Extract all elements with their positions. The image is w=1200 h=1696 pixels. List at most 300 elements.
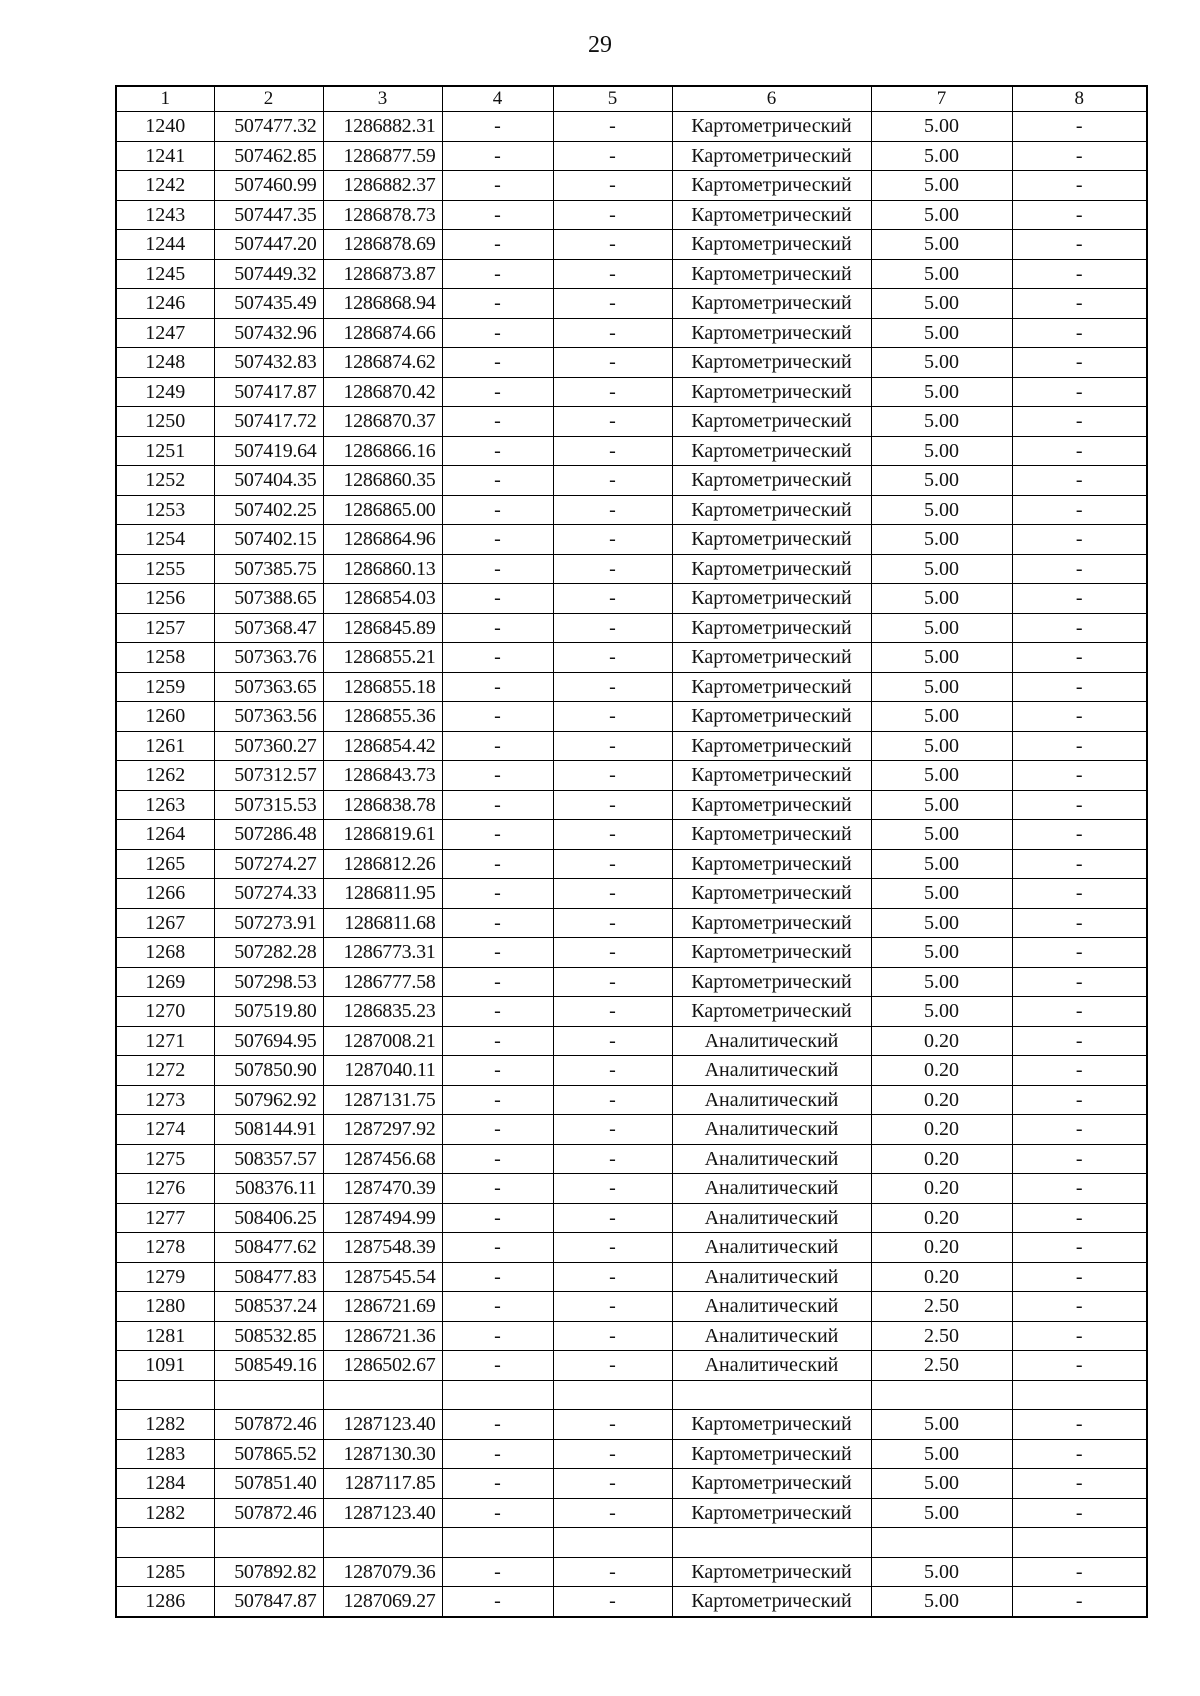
- point-number-cell: 1254: [116, 525, 214, 555]
- x-coordinate-cell: 507385.75: [214, 554, 323, 584]
- method-cell: Картометрический: [672, 1410, 871, 1440]
- col-5-value-cell: -: [553, 938, 672, 968]
- col-4-value-cell: -: [442, 1262, 553, 1292]
- col-4-value-cell: [442, 1528, 553, 1558]
- col-5-value-cell: -: [553, 377, 672, 407]
- table-body: [116, 112, 1147, 1617]
- point-number-cell: 1265: [116, 849, 214, 879]
- accuracy-cell: 5.00: [871, 141, 1012, 171]
- accuracy-cell: 5.00: [871, 259, 1012, 289]
- accuracy-cell: 5.00: [871, 525, 1012, 555]
- col-8-value-cell: -: [1012, 1498, 1147, 1528]
- table-row: [116, 1351, 1147, 1381]
- method-cell: Аналитический: [672, 1144, 871, 1174]
- x-coordinate-cell: 507315.53: [214, 790, 323, 820]
- table-row: [116, 938, 1147, 968]
- table-row: [116, 525, 1147, 555]
- x-coordinate-cell: 507449.32: [214, 259, 323, 289]
- point-number-cell: 1255: [116, 554, 214, 584]
- col-5-value-cell: -: [553, 672, 672, 702]
- column-header-3: 3: [323, 86, 442, 112]
- col-4-value-cell: -: [442, 318, 553, 348]
- method-cell: Картометрический: [672, 1469, 871, 1499]
- y-coordinate-cell: 1286860.13: [323, 554, 442, 584]
- col-8-value-cell: -: [1012, 1262, 1147, 1292]
- point-number-cell: 1091: [116, 1351, 214, 1381]
- col-8-value-cell: -: [1012, 584, 1147, 614]
- method-cell: Картометрический: [672, 1439, 871, 1469]
- y-coordinate-cell: 1287079.36: [323, 1557, 442, 1587]
- table-row: [116, 141, 1147, 171]
- table-row: [116, 702, 1147, 732]
- col-4-value-cell: -: [442, 997, 553, 1027]
- col-8-value-cell: -: [1012, 525, 1147, 555]
- accuracy-cell: 5.00: [871, 466, 1012, 496]
- table-row: [116, 112, 1147, 142]
- table-row: [116, 1174, 1147, 1204]
- col-8-value-cell: -: [1012, 1469, 1147, 1499]
- x-coordinate-cell: 507274.27: [214, 849, 323, 879]
- point-number-cell: 1266: [116, 879, 214, 909]
- accuracy-cell: [871, 1380, 1012, 1410]
- col-5-value-cell: -: [553, 466, 672, 496]
- col-5-value-cell: -: [553, 1233, 672, 1263]
- col-4-value-cell: -: [442, 967, 553, 997]
- accuracy-cell: 5.00: [871, 318, 1012, 348]
- col-8-value-cell: -: [1012, 1203, 1147, 1233]
- point-number-cell: [116, 1528, 214, 1558]
- col-5-value-cell: -: [553, 171, 672, 201]
- table-row: [116, 1026, 1147, 1056]
- accuracy-cell: 5.00: [871, 879, 1012, 909]
- point-number-cell: 1256: [116, 584, 214, 614]
- column-header-2: 2: [214, 86, 323, 112]
- method-cell: Картометрический: [672, 466, 871, 496]
- col-8-value-cell: -: [1012, 1439, 1147, 1469]
- y-coordinate-cell: 1287040.11: [323, 1056, 442, 1086]
- point-number-cell: 1286: [116, 1587, 214, 1617]
- col-5-value-cell: -: [553, 1115, 672, 1145]
- col-5-value-cell: -: [553, 1469, 672, 1499]
- method-cell: [672, 1380, 871, 1410]
- point-number-cell: 1282: [116, 1410, 214, 1440]
- method-cell: Картометрический: [672, 584, 871, 614]
- point-number-cell: 1269: [116, 967, 214, 997]
- point-number-cell: 1273: [116, 1085, 214, 1115]
- x-coordinate-cell: 507282.28: [214, 938, 323, 968]
- method-cell: Картометрический: [672, 997, 871, 1027]
- y-coordinate-cell: 1286819.61: [323, 820, 442, 850]
- point-number-cell: 1283: [116, 1439, 214, 1469]
- accuracy-cell: 0.20: [871, 1262, 1012, 1292]
- accuracy-cell: 5.00: [871, 849, 1012, 879]
- accuracy-cell: 5.00: [871, 613, 1012, 643]
- col-5-value-cell: -: [553, 702, 672, 732]
- y-coordinate-cell: 1286855.36: [323, 702, 442, 732]
- col-4-value-cell: -: [442, 938, 553, 968]
- col-5-value-cell: -: [553, 1498, 672, 1528]
- x-coordinate-cell: [214, 1528, 323, 1558]
- x-coordinate-cell: 507962.92: [214, 1085, 323, 1115]
- x-coordinate-cell: 507388.65: [214, 584, 323, 614]
- y-coordinate-cell: 1286865.00: [323, 495, 442, 525]
- y-coordinate-cell: 1286721.69: [323, 1292, 442, 1322]
- column-header-1: 1: [116, 86, 214, 112]
- col-4-value-cell: -: [442, 584, 553, 614]
- col-5-value-cell: -: [553, 554, 672, 584]
- col-5-value-cell: -: [553, 1144, 672, 1174]
- col-5-value-cell: -: [553, 1174, 672, 1204]
- col-4-value-cell: -: [442, 495, 553, 525]
- y-coordinate-cell: 1286854.42: [323, 731, 442, 761]
- accuracy-cell: 0.20: [871, 1203, 1012, 1233]
- col-4-value-cell: -: [442, 1587, 553, 1617]
- table-row: [116, 643, 1147, 673]
- col-8-value-cell: -: [1012, 407, 1147, 437]
- method-cell: Аналитический: [672, 1203, 871, 1233]
- col-8-value-cell: -: [1012, 761, 1147, 791]
- point-number-cell: 1275: [116, 1144, 214, 1174]
- y-coordinate-cell: 1286874.66: [323, 318, 442, 348]
- method-cell: Картометрический: [672, 672, 871, 702]
- point-number-cell: 1285: [116, 1557, 214, 1587]
- x-coordinate-cell: 507477.32: [214, 112, 323, 142]
- y-coordinate-cell: 1286855.21: [323, 643, 442, 673]
- y-coordinate-cell: 1286873.87: [323, 259, 442, 289]
- table-row: [116, 466, 1147, 496]
- point-number-cell: 1246: [116, 289, 214, 319]
- method-cell: Картометрический: [672, 525, 871, 555]
- col-8-value-cell: -: [1012, 613, 1147, 643]
- col-4-value-cell: -: [442, 1321, 553, 1351]
- y-coordinate-cell: 1287548.39: [323, 1233, 442, 1263]
- table-row: [116, 200, 1147, 230]
- col-4-value-cell: -: [442, 1144, 553, 1174]
- point-number-cell: 1242: [116, 171, 214, 201]
- accuracy-cell: 0.20: [871, 1115, 1012, 1145]
- y-coordinate-cell: [323, 1380, 442, 1410]
- point-number-cell: 1251: [116, 436, 214, 466]
- col-8-value-cell: -: [1012, 1144, 1147, 1174]
- col-4-value-cell: -: [442, 1085, 553, 1115]
- column-header-4: 4: [442, 86, 553, 112]
- col-8-value-cell: -: [1012, 1115, 1147, 1145]
- col-8-value-cell: -: [1012, 1026, 1147, 1056]
- col-8-value-cell: [1012, 1380, 1147, 1410]
- col-8-value-cell: -: [1012, 289, 1147, 319]
- col-4-value-cell: -: [442, 731, 553, 761]
- point-number-cell: 1277: [116, 1203, 214, 1233]
- table-row: [116, 1469, 1147, 1499]
- x-coordinate-cell: 507447.35: [214, 200, 323, 230]
- x-coordinate-cell: 507363.76: [214, 643, 323, 673]
- accuracy-cell: 0.20: [871, 1144, 1012, 1174]
- point-number-cell: 1263: [116, 790, 214, 820]
- col-8-value-cell: -: [1012, 908, 1147, 938]
- y-coordinate-cell: 1286855.18: [323, 672, 442, 702]
- col-8-value-cell: -: [1012, 200, 1147, 230]
- accuracy-cell: 5.00: [871, 230, 1012, 260]
- method-cell: Картометрический: [672, 879, 871, 909]
- method-cell: Картометрический: [672, 230, 871, 260]
- col-8-value-cell: -: [1012, 790, 1147, 820]
- point-number-cell: 1271: [116, 1026, 214, 1056]
- column-header-5: 5: [553, 86, 672, 112]
- col-5-value-cell: -: [553, 1026, 672, 1056]
- col-4-value-cell: -: [442, 643, 553, 673]
- col-5-value-cell: -: [553, 613, 672, 643]
- accuracy-cell: 0.20: [871, 1056, 1012, 1086]
- point-number-cell: 1261: [116, 731, 214, 761]
- col-4-value-cell: -: [442, 1026, 553, 1056]
- col-8-value-cell: -: [1012, 702, 1147, 732]
- col-4-value-cell: -: [442, 1410, 553, 1440]
- x-coordinate-cell: 507363.56: [214, 702, 323, 732]
- point-number-cell: [116, 1380, 214, 1410]
- table-row: [116, 289, 1147, 319]
- y-coordinate-cell: 1286864.96: [323, 525, 442, 555]
- point-number-cell: 1247: [116, 318, 214, 348]
- y-coordinate-cell: 1287123.40: [323, 1410, 442, 1440]
- x-coordinate-cell: 508144.91: [214, 1115, 323, 1145]
- method-cell: Аналитический: [672, 1292, 871, 1322]
- y-coordinate-cell: 1286870.42: [323, 377, 442, 407]
- col-8-value-cell: -: [1012, 348, 1147, 378]
- col-5-value-cell: -: [553, 436, 672, 466]
- col-4-value-cell: -: [442, 407, 553, 437]
- col-4-value-cell: -: [442, 289, 553, 319]
- col-8-value-cell: -: [1012, 643, 1147, 673]
- point-number-cell: 1279: [116, 1262, 214, 1292]
- y-coordinate-cell: 1286882.31: [323, 112, 442, 142]
- method-cell: Картометрический: [672, 613, 871, 643]
- table-row: [116, 377, 1147, 407]
- accuracy-cell: 5.00: [871, 967, 1012, 997]
- table-row: [116, 613, 1147, 643]
- x-coordinate-cell: 507417.72: [214, 407, 323, 437]
- col-4-value-cell: -: [442, 377, 553, 407]
- col-4-value-cell: -: [442, 820, 553, 850]
- x-coordinate-cell: 507274.33: [214, 879, 323, 909]
- table-row: [116, 1557, 1147, 1587]
- y-coordinate-cell: 1286860.35: [323, 466, 442, 496]
- method-cell: Аналитический: [672, 1321, 871, 1351]
- col-4-value-cell: -: [442, 1498, 553, 1528]
- x-coordinate-cell: 507847.87: [214, 1587, 323, 1617]
- col-4-value-cell: -: [442, 466, 553, 496]
- table-row: [116, 436, 1147, 466]
- y-coordinate-cell: 1286877.59: [323, 141, 442, 171]
- method-cell: [672, 1528, 871, 1558]
- accuracy-cell: 5.00: [871, 908, 1012, 938]
- accuracy-cell: 5.00: [871, 436, 1012, 466]
- y-coordinate-cell: 1286878.73: [323, 200, 442, 230]
- col-5-value-cell: -: [553, 289, 672, 319]
- table-row: [116, 790, 1147, 820]
- col-4-value-cell: -: [442, 259, 553, 289]
- x-coordinate-cell: 507460.99: [214, 171, 323, 201]
- table-row: [116, 967, 1147, 997]
- method-cell: Картометрический: [672, 908, 871, 938]
- point-number-cell: 1284: [116, 1469, 214, 1499]
- point-number-cell: 1241: [116, 141, 214, 171]
- method-cell: Аналитический: [672, 1115, 871, 1145]
- col-8-value-cell: -: [1012, 377, 1147, 407]
- col-4-value-cell: -: [442, 613, 553, 643]
- method-cell: Картометрический: [672, 702, 871, 732]
- x-coordinate-cell: 507402.25: [214, 495, 323, 525]
- table-row: [116, 259, 1147, 289]
- col-4-value-cell: -: [442, 1439, 553, 1469]
- accuracy-cell: 2.50: [871, 1351, 1012, 1381]
- accuracy-cell: 5.00: [871, 997, 1012, 1027]
- accuracy-cell: 5.00: [871, 112, 1012, 142]
- col-5-value-cell: -: [553, 348, 672, 378]
- method-cell: Картометрический: [672, 643, 871, 673]
- col-8-value-cell: -: [1012, 997, 1147, 1027]
- accuracy-cell: 0.20: [871, 1026, 1012, 1056]
- x-coordinate-cell: 507462.85: [214, 141, 323, 171]
- method-cell: Картометрический: [672, 938, 871, 968]
- col-5-value-cell: -: [553, 731, 672, 761]
- col-4-value-cell: -: [442, 1115, 553, 1145]
- y-coordinate-cell: 1286868.94: [323, 289, 442, 319]
- col-4-value-cell: -: [442, 1292, 553, 1322]
- y-coordinate-cell: 1286854.03: [323, 584, 442, 614]
- method-cell: Картометрический: [672, 554, 871, 584]
- col-8-value-cell: -: [1012, 1292, 1147, 1322]
- y-coordinate-cell: 1286870.37: [323, 407, 442, 437]
- col-8-value-cell: -: [1012, 967, 1147, 997]
- accuracy-cell: 5.00: [871, 1469, 1012, 1499]
- y-coordinate-cell: 1286811.68: [323, 908, 442, 938]
- col-5-value-cell: -: [553, 908, 672, 938]
- col-5-value-cell: -: [553, 525, 672, 555]
- table-row: [116, 584, 1147, 614]
- accuracy-cell: 5.00: [871, 1557, 1012, 1587]
- x-coordinate-cell: 507519.80: [214, 997, 323, 1027]
- col-5-value-cell: -: [553, 1262, 672, 1292]
- point-number-cell: 1268: [116, 938, 214, 968]
- x-coordinate-cell: 507872.46: [214, 1410, 323, 1440]
- x-coordinate-cell: 508477.83: [214, 1262, 323, 1292]
- x-coordinate-cell: 507368.47: [214, 613, 323, 643]
- col-8-value-cell: -: [1012, 1557, 1147, 1587]
- method-cell: Аналитический: [672, 1262, 871, 1292]
- col-8-value-cell: -: [1012, 1321, 1147, 1351]
- x-coordinate-cell: 507851.40: [214, 1469, 323, 1499]
- y-coordinate-cell: 1287545.54: [323, 1262, 442, 1292]
- col-8-value-cell: -: [1012, 318, 1147, 348]
- point-number-cell: 1249: [116, 377, 214, 407]
- y-coordinate-cell: 1286843.73: [323, 761, 442, 791]
- table-row: [116, 1439, 1147, 1469]
- x-coordinate-cell: 507417.87: [214, 377, 323, 407]
- y-coordinate-cell: 1287123.40: [323, 1498, 442, 1528]
- accuracy-cell: 5.00: [871, 1439, 1012, 1469]
- col-4-value-cell: -: [442, 1174, 553, 1204]
- point-number-cell: 1281: [116, 1321, 214, 1351]
- col-4-value-cell: -: [442, 230, 553, 260]
- col-4-value-cell: [442, 1380, 553, 1410]
- col-5-value-cell: -: [553, 1085, 672, 1115]
- method-cell: Аналитический: [672, 1351, 871, 1381]
- method-cell: Картометрический: [672, 967, 871, 997]
- col-8-value-cell: -: [1012, 820, 1147, 850]
- method-cell: Картометрический: [672, 1557, 871, 1587]
- x-coordinate-cell: [214, 1380, 323, 1410]
- col-4-value-cell: -: [442, 879, 553, 909]
- accuracy-cell: 0.20: [871, 1174, 1012, 1204]
- y-coordinate-cell: 1286878.69: [323, 230, 442, 260]
- column-header-7: 7: [871, 86, 1012, 112]
- table-row: [116, 1587, 1147, 1617]
- table-row: [116, 849, 1147, 879]
- table-header-row: [116, 86, 1147, 112]
- x-coordinate-cell: 507872.46: [214, 1498, 323, 1528]
- accuracy-cell: 5.00: [871, 790, 1012, 820]
- accuracy-cell: 5.00: [871, 584, 1012, 614]
- accuracy-cell: 5.00: [871, 407, 1012, 437]
- point-number-cell: 1258: [116, 643, 214, 673]
- page-number: 29: [588, 32, 612, 58]
- x-coordinate-cell: 507286.48: [214, 820, 323, 850]
- table-row: [116, 1056, 1147, 1086]
- col-5-value-cell: -: [553, 1292, 672, 1322]
- col-8-value-cell: -: [1012, 849, 1147, 879]
- table-row: [116, 997, 1147, 1027]
- x-coordinate-cell: 507432.83: [214, 348, 323, 378]
- y-coordinate-cell: 1287297.92: [323, 1115, 442, 1145]
- col-8-value-cell: -: [1012, 938, 1147, 968]
- col-5-value-cell: -: [553, 1410, 672, 1440]
- accuracy-cell: 5.00: [871, 731, 1012, 761]
- point-number-cell: 1272: [116, 1056, 214, 1086]
- y-coordinate-cell: 1287470.39: [323, 1174, 442, 1204]
- point-number-cell: 1262: [116, 761, 214, 791]
- table-row: [116, 1144, 1147, 1174]
- y-coordinate-cell: 1287494.99: [323, 1203, 442, 1233]
- col-4-value-cell: -: [442, 1469, 553, 1499]
- table-row: [116, 820, 1147, 850]
- col-8-value-cell: -: [1012, 1233, 1147, 1263]
- x-coordinate-cell: 507435.49: [214, 289, 323, 319]
- col-5-value-cell: -: [553, 967, 672, 997]
- method-cell: Картометрический: [672, 289, 871, 319]
- point-number-cell: 1245: [116, 259, 214, 289]
- y-coordinate-cell: 1286812.26: [323, 849, 442, 879]
- method-cell: Аналитический: [672, 1085, 871, 1115]
- accuracy-cell: 5.00: [871, 348, 1012, 378]
- method-cell: Картометрический: [672, 495, 871, 525]
- col-5-value-cell: -: [553, 1587, 672, 1617]
- col-8-value-cell: -: [1012, 1410, 1147, 1440]
- col-4-value-cell: -: [442, 112, 553, 142]
- y-coordinate-cell: 1286777.58: [323, 967, 442, 997]
- point-number-cell: 1259: [116, 672, 214, 702]
- point-number-cell: 1248: [116, 348, 214, 378]
- accuracy-cell: [871, 1528, 1012, 1558]
- col-5-value-cell: -: [553, 879, 672, 909]
- point-number-cell: 1250: [116, 407, 214, 437]
- x-coordinate-cell: 507419.64: [214, 436, 323, 466]
- col-4-value-cell: -: [442, 672, 553, 702]
- point-number-cell: 1276: [116, 1174, 214, 1204]
- method-cell: Картометрический: [672, 849, 871, 879]
- accuracy-cell: 5.00: [871, 554, 1012, 584]
- col-8-value-cell: -: [1012, 1174, 1147, 1204]
- accuracy-cell: 5.00: [871, 495, 1012, 525]
